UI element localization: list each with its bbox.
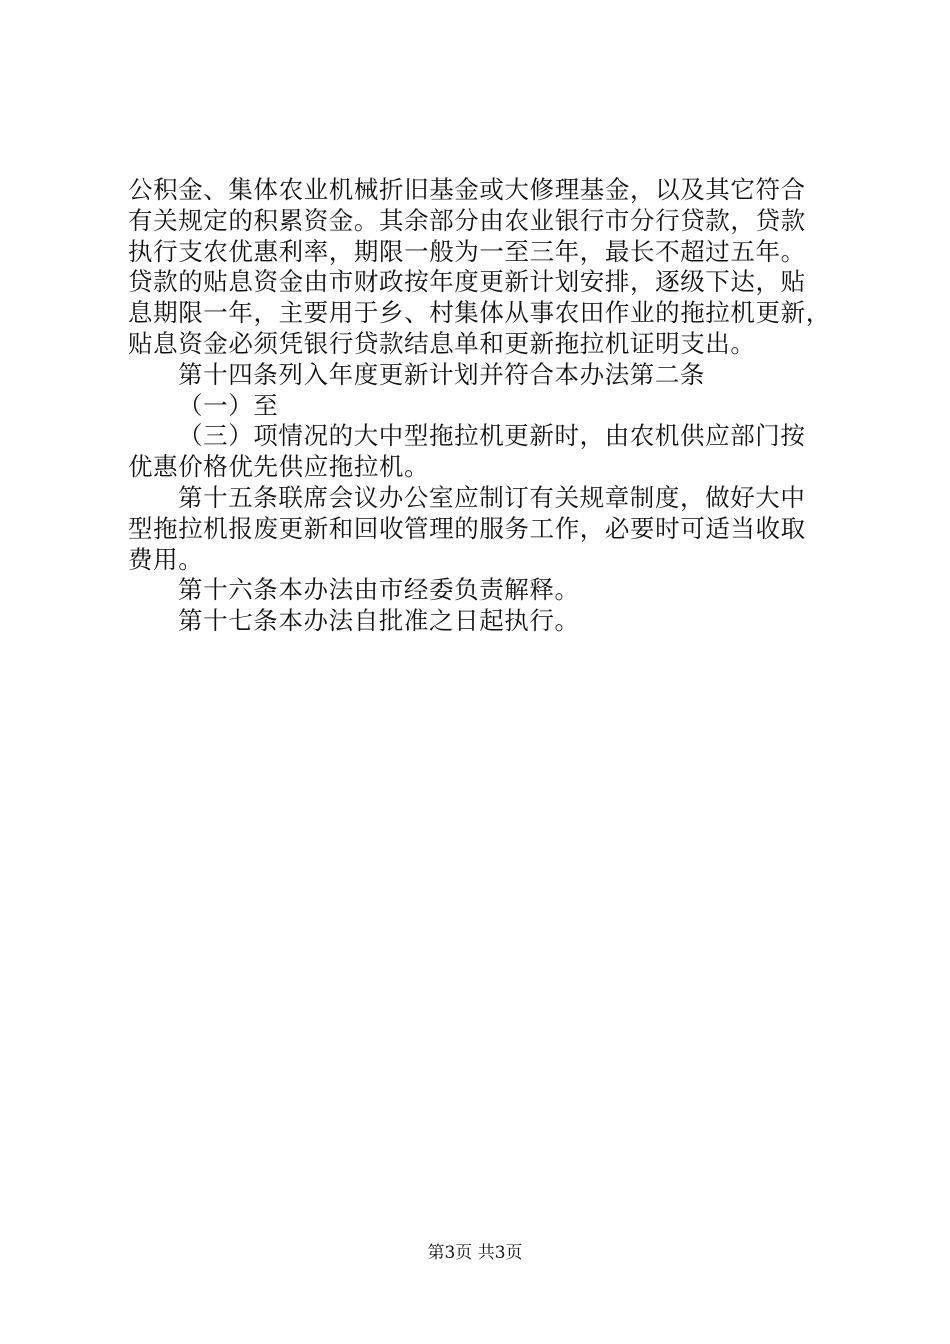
text-line: 型拖拉机报废更新和回收管理的服务工作，必要时可适当收取 <box>128 513 806 543</box>
text-line: 执行支农优惠利率，期限一般为一至三年，最长不超过五年。 <box>128 236 806 266</box>
article-17-line: 第十七条本办法自批准之日起执行。 <box>178 606 580 636</box>
text-line: 公积金、集体农业机械折旧基金或大修理基金，以及其它符合 <box>128 175 806 204</box>
text-line: 贷款的贴息资金由市财政按年度更新计划安排，逐级下达，贴 <box>128 267 806 297</box>
text-line: 优惠价格优先供应拖拉机。 <box>128 452 430 482</box>
page-footer: 第3页 共3页 <box>427 1243 523 1263</box>
article-14-line: 第十四条列入年度更新计划并符合本办法第二条 <box>178 359 706 389</box>
item-range-line: （一）至 <box>178 390 279 420</box>
document-body <box>128 175 848 637</box>
item-three-line: （三）项情况的大中型拖拉机更新时，由农机供应部门按 <box>178 421 806 451</box>
text-line: 费用。 <box>128 544 204 574</box>
text-line: 有关规定的积累资金。其余部分由农业银行市分行贷款，贷款 <box>128 205 806 235</box>
article-16-line: 第十六条本办法由市经委负责解释。 <box>178 575 580 605</box>
article-15-line: 第十五条联席会议办公室应制订有关规章制度，做好大中 <box>178 482 806 512</box>
text-line: 贴息资金必须凭银行贷款结息单和更新拖拉机证明支出。 <box>128 328 756 358</box>
text-line: 息期限一年，主要用于乡、村集体从事农田作业的拖拉机更新， <box>128 298 831 328</box>
